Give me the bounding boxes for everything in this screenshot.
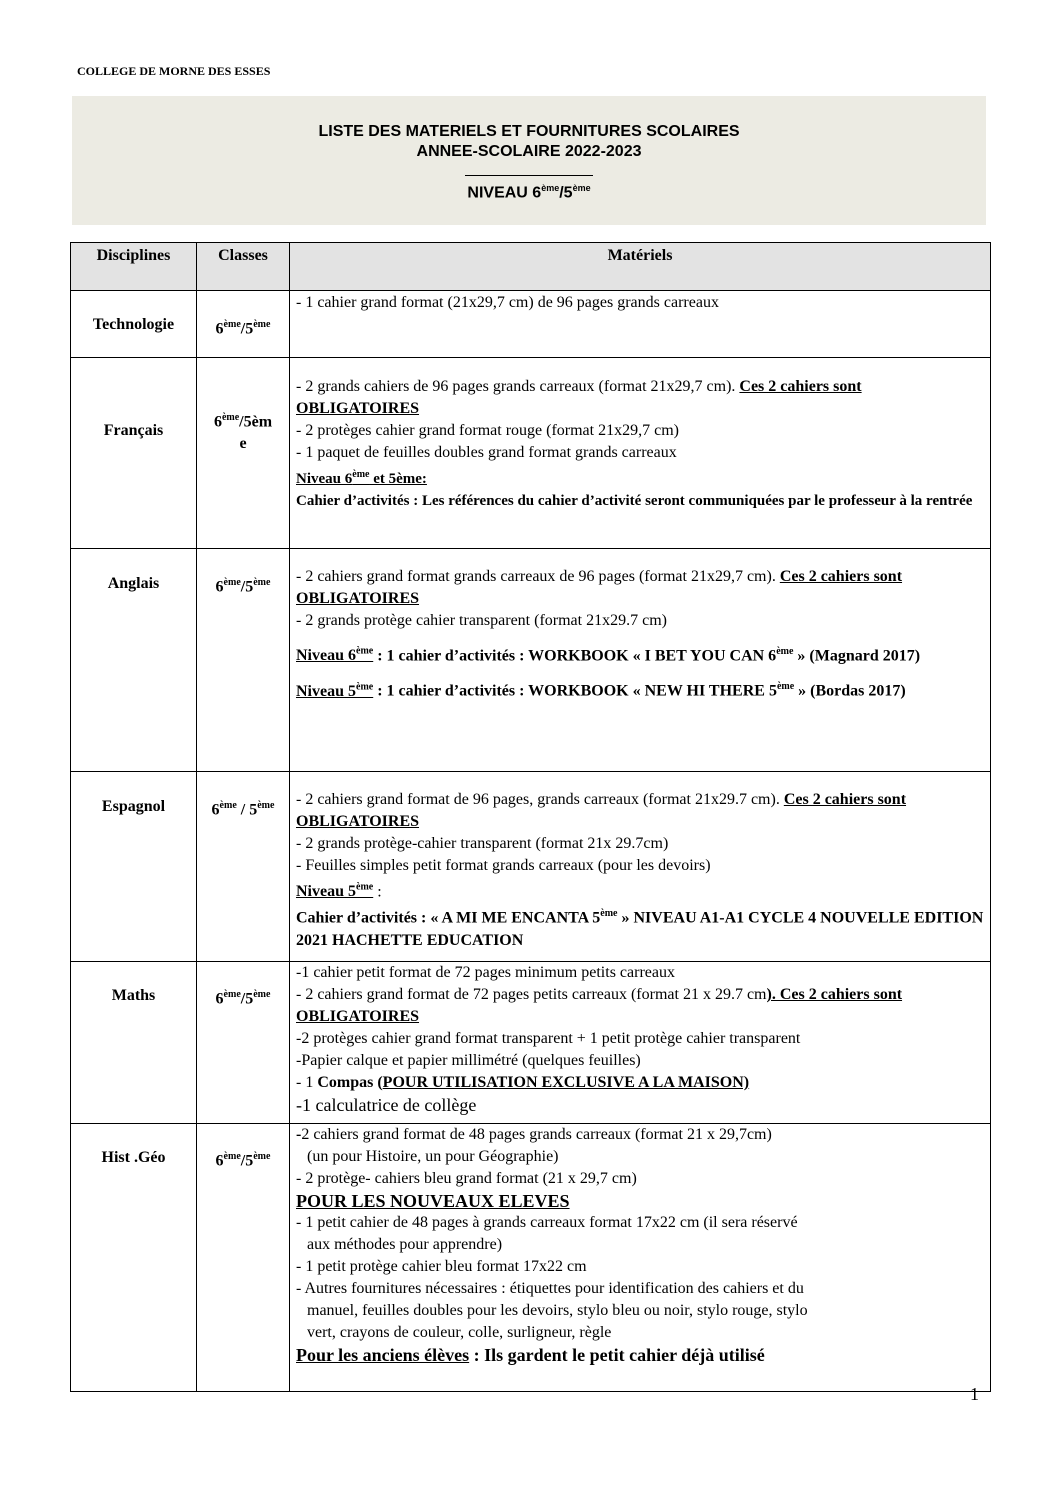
- table-row: [71, 1124, 991, 1392]
- classes-cell: 6ème/5èm e: [197, 358, 290, 549]
- materials-cell: -2 cahiers grand format de 48 pages grands carreaux (format 21 x 29,7cm) (un pour Histoire, un pour Géographie) - 2 protège- cahiers bleu grand format (21 x 29,7 cm) POUR LES NOUVEAUX ELEVES - 1 petit cahier de 48 pages à grands carreaux format 17x22 cm (il sera réservé aux méthodes pour apprendre) - 1 petit protège cahier bleu format 17x22 cm - Autres fournitures nécessaires : étiquettes pour identification des cahiers et du manuel, feuilles doubles pour les devoirs, stylo bleu ou noir, stylo rouge, stylo vert, crayons de couleur, colle, surligneur, règle Pour les anciens élèves : Ils gardent le petit cahier déjà utilisé: [290, 1124, 991, 1392]
- table-row: [71, 358, 991, 549]
- classes-cell: 6ème/5ème: [197, 962, 290, 1124]
- title-divider: [465, 175, 593, 176]
- discipline-cell: Espagnol: [71, 772, 197, 962]
- classes-cell: 6ème / 5ème: [197, 772, 290, 962]
- classes-cell: 6ème/5ème: [197, 291, 290, 358]
- discipline-cell: Anglais: [71, 549, 197, 772]
- materials-cell: - 2 cahiers grand format de 96 pages, grands carreaux (format 21x29.7 cm). Ces 2 cahiers sont OBLIGATOIRES - 2 grands protège-cahier transparent (format 21x 29.7cm) - Feuilles simples petit format grands carreaux (pour les devoirs) Niveau 5ème : Cahier d’activités : « A MI ME ENCANTA 5ème » NIVEAU A1-A1 CYCLE 4 NOUVELLE EDITION 2021 HACHETTE EDUCATION: [290, 772, 991, 962]
- school-name: COLLEGE DE MORNE DES ESSES: [77, 64, 271, 78]
- materials-cell: - 2 grands cahiers de 96 pages grands carreaux (format 21x29,7 cm). Ces 2 cahiers sont OBLIGATOIRES - 2 protèges cahier grand format rouge (format 21x29,7 cm) - 1 paquet de feuilles doubles grand format grands carreaux Niveau 6ème et 5ème: Cahier d’activités : Les références du cahier d’activité seront communiquées par le professeur à la rentrée: [290, 358, 991, 549]
- table-row: [71, 549, 991, 772]
- table-row: [71, 962, 991, 1124]
- level-title: NIVEAU 6ème/5ème: [467, 183, 591, 202]
- classes-cell: 6ème/5ème: [197, 549, 290, 772]
- school-year: ANNEE-SCOLAIRE 2022-2023: [416, 143, 642, 160]
- materials-cell: -1 cahier petit format de 72 pages minimum petits carreaux - 2 cahiers grand format de 72 pages petits carreaux (format 21 x 29.7 cm). Ces 2 cahiers sont OBLIGATOIRES -2 protèges cahier grand format transparent + 1 petit protège cahier transparent -Papier calque et papier millimétré (quelques feuilles) - 1 Compas (POUR UTILISATION EXCLUSIVE A LA MAISON) -1 calculatrice de collège: [290, 962, 991, 1124]
- discipline-cell: Maths: [71, 962, 197, 1124]
- document-title: LISTE DES MATERIELS ET FOURNITURES SCOLAIRES: [318, 123, 740, 140]
- classes-cell: 6ème/5ème: [197, 1124, 290, 1392]
- table-row: [71, 291, 991, 358]
- materials-cell: - 1 cahier grand format (21x29,7 cm) de 96 pages grands carreaux: [290, 291, 991, 358]
- discipline-cell: Français: [71, 358, 197, 549]
- header-materiels: Matériels: [290, 243, 991, 291]
- discipline-cell: Hist .Géo: [71, 1124, 197, 1392]
- supplies-table: [70, 242, 991, 1392]
- table-header-row: [71, 243, 991, 291]
- discipline-cell: Technologie: [71, 291, 197, 358]
- materials-cell: - 2 cahiers grand format grands carreaux de 96 pages (format 21x29,7 cm). Ces 2 cahiers sont OBLIGATOIRES - 2 grands protège cahier transparent (format 21x29.7 cm) Niveau 6ème : 1 cahier d’activités : WORKBOOK « I BET YOU CAN 6ème » (Magnard 2017) Niveau 5ème : 1 cahier d’activités : WORKBOOK « NEW HI THERE 5ème » (Bordas 2017): [290, 549, 991, 772]
- page-number: 1: [970, 1384, 979, 1404]
- header-classes: Classes: [197, 243, 290, 291]
- table-row: [71, 772, 991, 962]
- header-disciplines: Disciplines: [71, 243, 197, 291]
- title-banner: [72, 96, 986, 225]
